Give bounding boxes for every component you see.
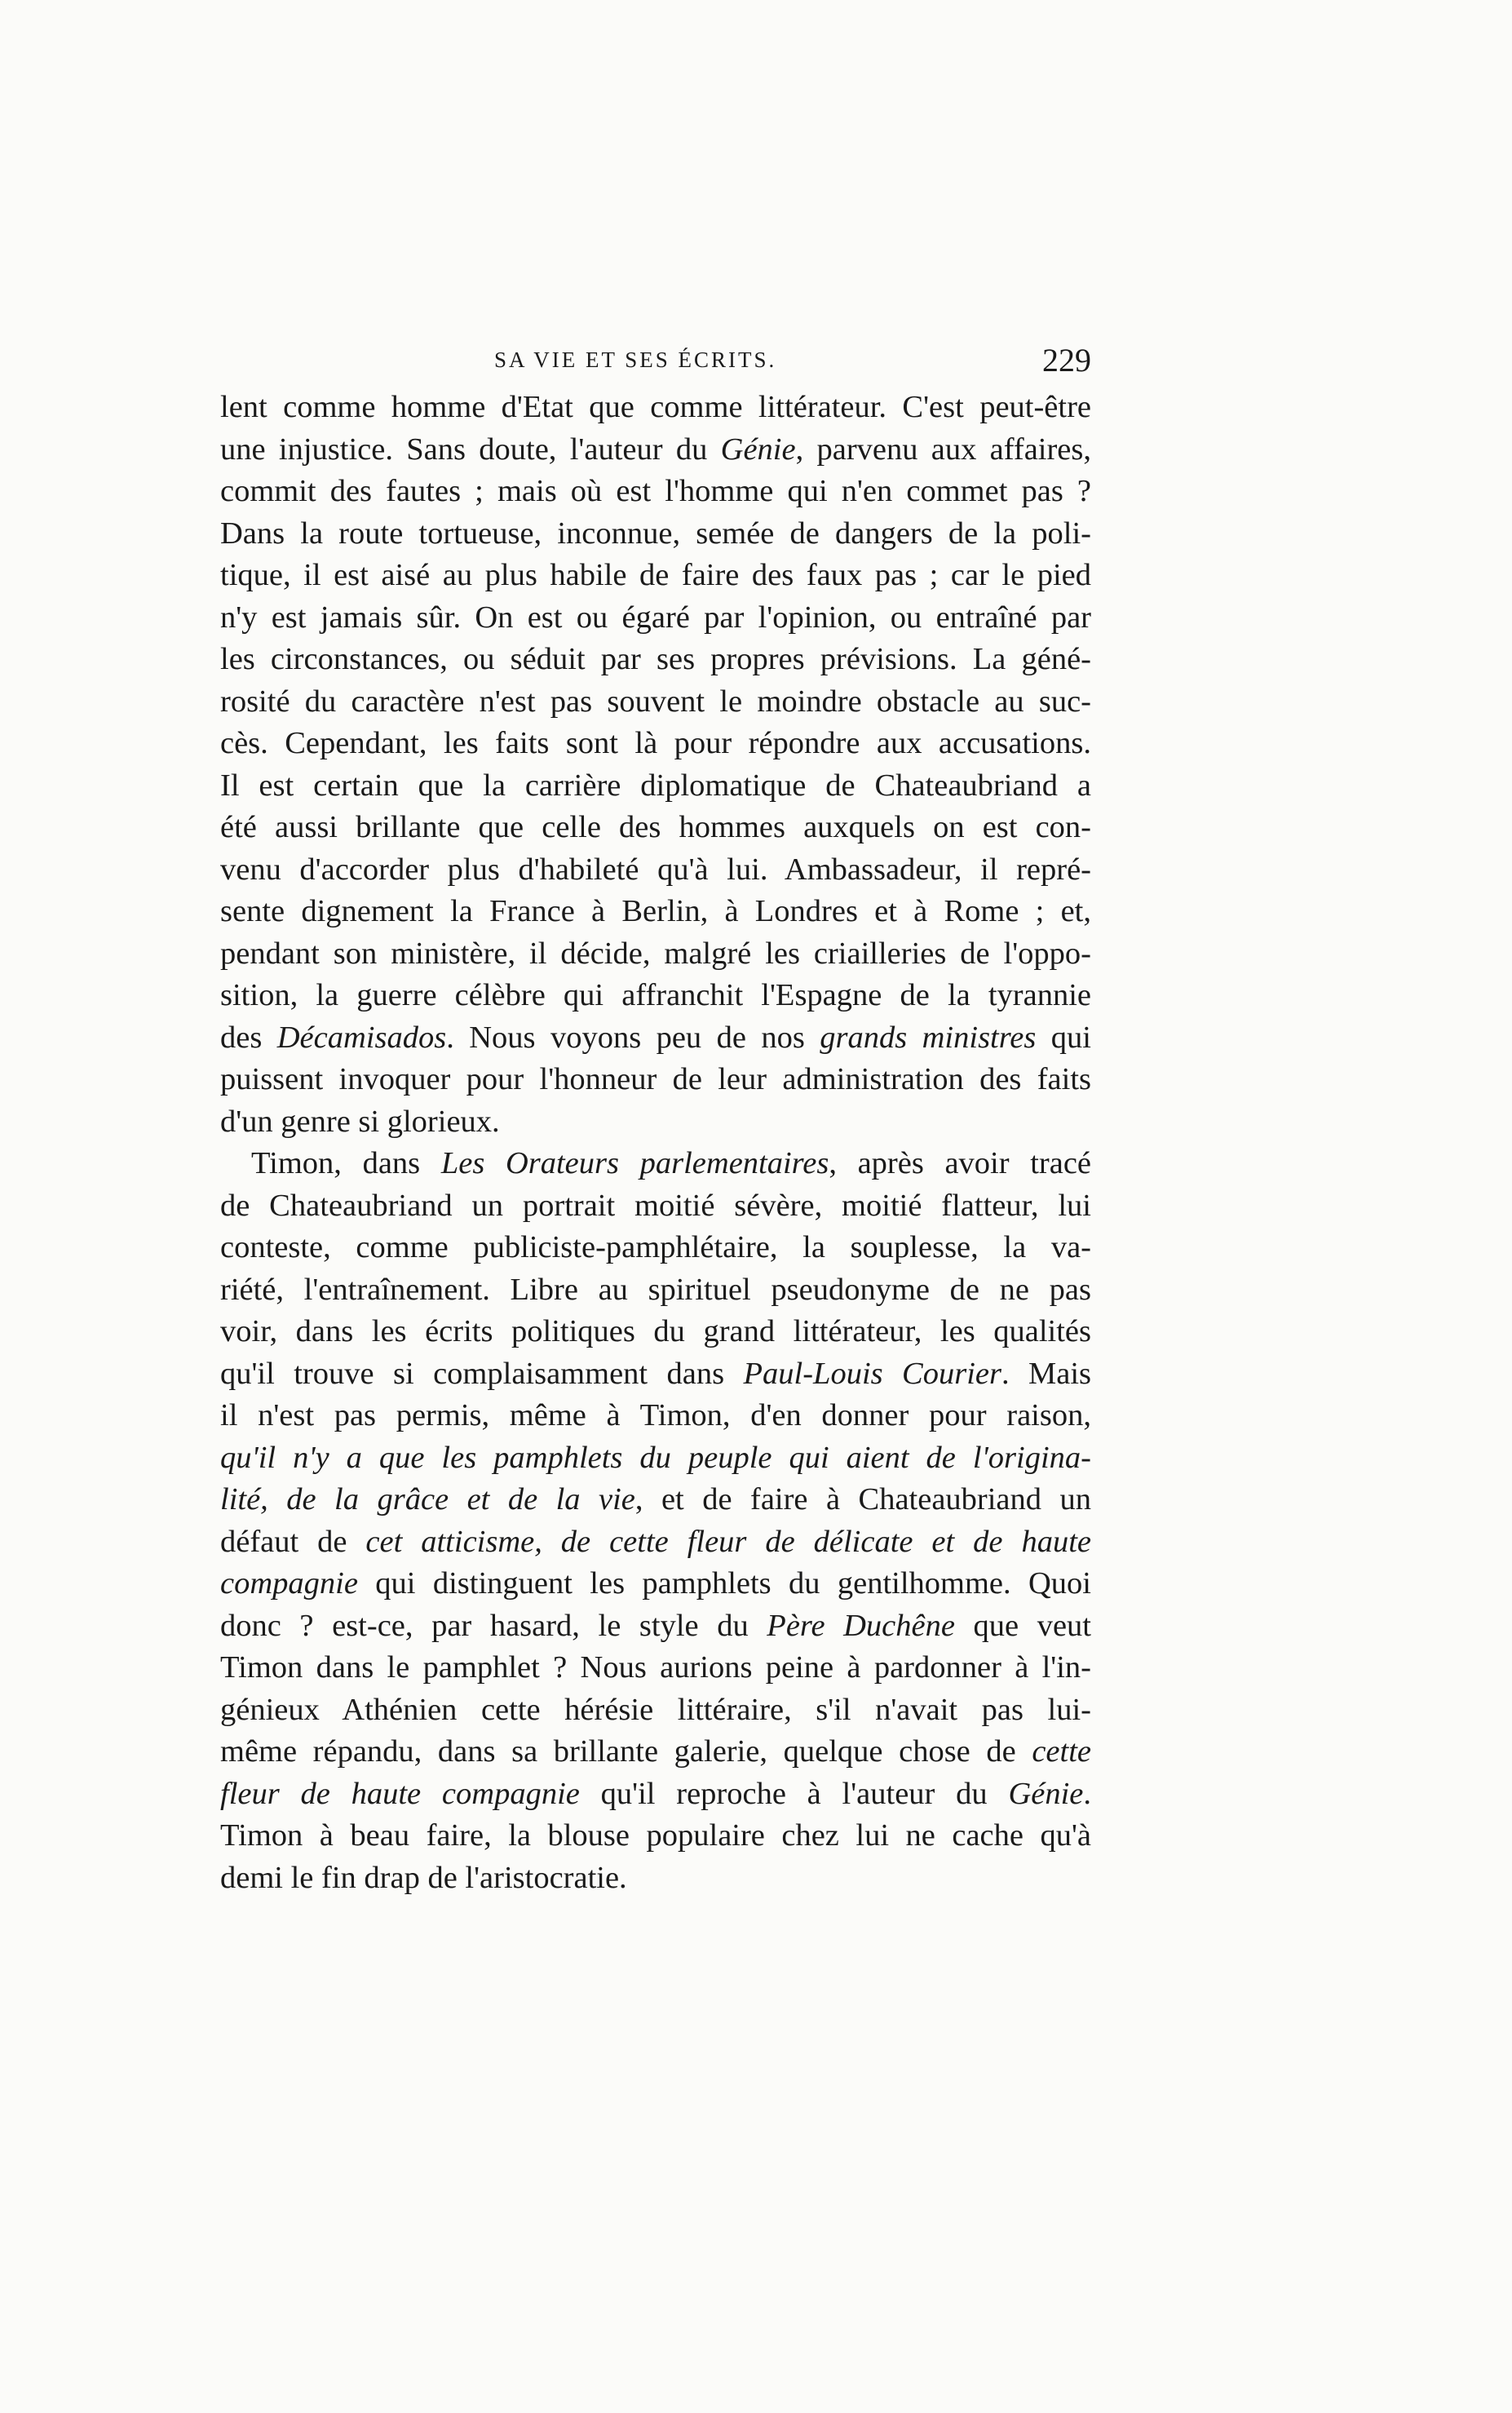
text-line xyxy=(220,1563,1091,1605)
text-segment: que veut xyxy=(954,1608,1091,1643)
text-segment: Timon dans le pamphlet ? Nous aurions peine à pardonner à l'in- xyxy=(220,1650,1091,1685)
text-segment: qui distinguent les pamphlets du gentilhomme. Quoi xyxy=(357,1566,1091,1601)
text-segment: Timon, dans xyxy=(251,1146,441,1180)
text-segment: , et de faire à Chateaubriand un xyxy=(634,1482,1091,1516)
text-segment: Dans la route tortueuse, inconnue, semée de dangers de la poli- xyxy=(220,516,1091,551)
text-segment: rosité du caractère n'est pas souvent le moindre obstacle au suc- xyxy=(220,684,1091,719)
text-segment: n'y est jamais sûr. On est ou égaré par l'opinion, ou entraîné par xyxy=(220,600,1091,635)
italic-text: Génie xyxy=(1008,1776,1084,1811)
italic-text: Décamisados xyxy=(276,1020,447,1055)
text-line xyxy=(220,1647,1091,1689)
text-line xyxy=(220,891,1091,933)
italic-text: Paul-Louis Courier xyxy=(743,1356,1001,1391)
text-segment: tique, il est aisé au plus habile de faire des faux pas ; car le pied xyxy=(220,558,1091,592)
italic-text: Père Duchêne xyxy=(767,1608,955,1643)
text-segment: demi le fin drap de l'aristocratie. xyxy=(220,1860,627,1895)
text-line xyxy=(220,639,1091,681)
text-segment: riété, l'entraînement. Libre au spirituel pseudonyme de ne pas xyxy=(220,1272,1091,1307)
italic-text: qu'il n'y a que les pamphlets du peuple qui aient de l'origina- xyxy=(220,1440,1091,1475)
text-segment: qu'il reproche à l'auteur du xyxy=(579,1776,1009,1811)
text-line xyxy=(220,933,1091,976)
text-segment: sente dignement la France à Berlin, à Londres et à Rome ; et, xyxy=(220,894,1091,928)
italic-text: Les Orateurs parlementaires xyxy=(440,1146,829,1180)
text-line xyxy=(220,1857,1091,1900)
text-segment: . Mais xyxy=(1001,1356,1091,1391)
text-segment: pendant son ministère, il décide, malgré les criailleries de l'oppo- xyxy=(220,936,1091,971)
text-segment: venu d'accorder plus d'habileté qu'à lui. Ambassadeur, il repré- xyxy=(220,852,1091,887)
text-segment: cès. Cependant, les faits sont là pour répondre aux accusations. xyxy=(220,726,1091,760)
text-line xyxy=(220,849,1091,892)
text-segment: les circonstances, ou séduit par ses propres prévisions. La géné- xyxy=(220,642,1091,676)
text-line xyxy=(220,1689,1091,1732)
text-segment: même répandu, dans sa brillante galerie, quelque chose de xyxy=(220,1734,1032,1769)
text-segment: d'un genre si glorieux. xyxy=(220,1104,500,1139)
text-line xyxy=(220,1437,1091,1480)
text-segment: conteste, comme publiciste-pamphlétaire, la souplesse, la va- xyxy=(220,1230,1091,1264)
running-header xyxy=(220,341,1091,382)
text-line xyxy=(220,1773,1091,1816)
text-line xyxy=(220,555,1091,597)
italic-text: fleur de haute compagnie xyxy=(220,1776,580,1811)
text-line xyxy=(220,1017,1091,1060)
text-line xyxy=(220,471,1091,513)
text-segment: donc ? est-ce, par hasard, le style du xyxy=(220,1608,767,1643)
text-line xyxy=(220,1605,1091,1648)
text-line xyxy=(220,765,1091,808)
text-line xyxy=(220,1185,1091,1228)
text-segment: , parvenu aux affaires, xyxy=(795,432,1091,467)
text-line xyxy=(220,597,1091,640)
text-line xyxy=(220,1311,1091,1353)
text-segment: qui xyxy=(1036,1020,1091,1055)
text-line xyxy=(220,1227,1091,1269)
paragraph xyxy=(220,1143,1091,1899)
text-line xyxy=(220,1815,1091,1857)
text-line xyxy=(220,429,1091,472)
paragraph xyxy=(220,387,1091,1143)
body-text xyxy=(220,387,1091,1899)
text-segment: commit des fautes ; mais où est l'homme qui n'en commet pas ? xyxy=(220,474,1091,508)
text-line xyxy=(220,1521,1091,1564)
text-segment: Timon à beau faire, la blouse populaire chez lui ne cache qu'à xyxy=(220,1818,1091,1853)
text-line xyxy=(220,681,1091,724)
text-line xyxy=(220,1143,1091,1185)
italic-text: cet atticisme, de cette fleur de délicate et de haute xyxy=(365,1524,1091,1559)
running-title: SA VIE ET SES ÉCRITS. xyxy=(494,348,777,372)
text-segment: voir, dans les écrits politiques du grand littérateur, les qualités xyxy=(220,1314,1091,1348)
text-line xyxy=(220,723,1091,765)
text-line xyxy=(220,387,1091,429)
text-line xyxy=(220,1353,1091,1396)
text-line xyxy=(220,1731,1091,1773)
text-segment: Il est certain que la carrière diplomatique de Chateaubriand a xyxy=(220,768,1091,803)
text-segment: puissent invoquer pour l'honneur de leur administration des faits xyxy=(220,1062,1091,1096)
text-line xyxy=(220,1059,1091,1101)
text-segment: , après avoir tracé xyxy=(829,1146,1091,1180)
text-segment: de Chateaubriand un portrait moitié sévère, moitié flatteur, lui xyxy=(220,1188,1091,1223)
italic-text: cette xyxy=(1032,1734,1091,1769)
text-segment: une injustice. Sans doute, l'auteur du xyxy=(220,432,721,467)
page-number: 229 xyxy=(1042,342,1091,379)
italic-text: grands ministres xyxy=(820,1020,1037,1055)
text-line xyxy=(220,513,1091,556)
text-segment: été aussi brillante que celle des hommes auxquels on est con- xyxy=(220,810,1091,844)
text-segment: défaut de xyxy=(220,1524,366,1559)
text-segment: . Nous voyons peu de nos xyxy=(446,1020,820,1055)
text-line xyxy=(220,807,1091,849)
text-line xyxy=(220,975,1091,1017)
text-line xyxy=(220,1395,1091,1437)
text-segment: des xyxy=(220,1020,277,1055)
text-line xyxy=(220,1269,1091,1312)
text-line xyxy=(220,1479,1091,1521)
text-segment: lent comme homme d'Etat que comme littérateur. C'est peut-être xyxy=(220,390,1091,424)
text-segment: qu'il trouve si complaisamment dans xyxy=(220,1356,744,1391)
italic-text: lité, de la grâce et de la vie xyxy=(220,1482,635,1516)
italic-text: Génie xyxy=(720,432,796,467)
text-segment: sition, la guerre célèbre qui affranchit l'Espagne de la tyrannie xyxy=(220,978,1091,1012)
text-segment: il n'est pas permis, même à Timon, d'en donner pour raison, xyxy=(220,1398,1091,1432)
text-segment: . xyxy=(1083,1776,1091,1811)
text-line xyxy=(220,1101,1091,1144)
text-segment: génieux Athénien cette hérésie littéraire, s'il n'avait pas lui- xyxy=(220,1692,1091,1727)
italic-text: compagnie xyxy=(220,1566,358,1601)
